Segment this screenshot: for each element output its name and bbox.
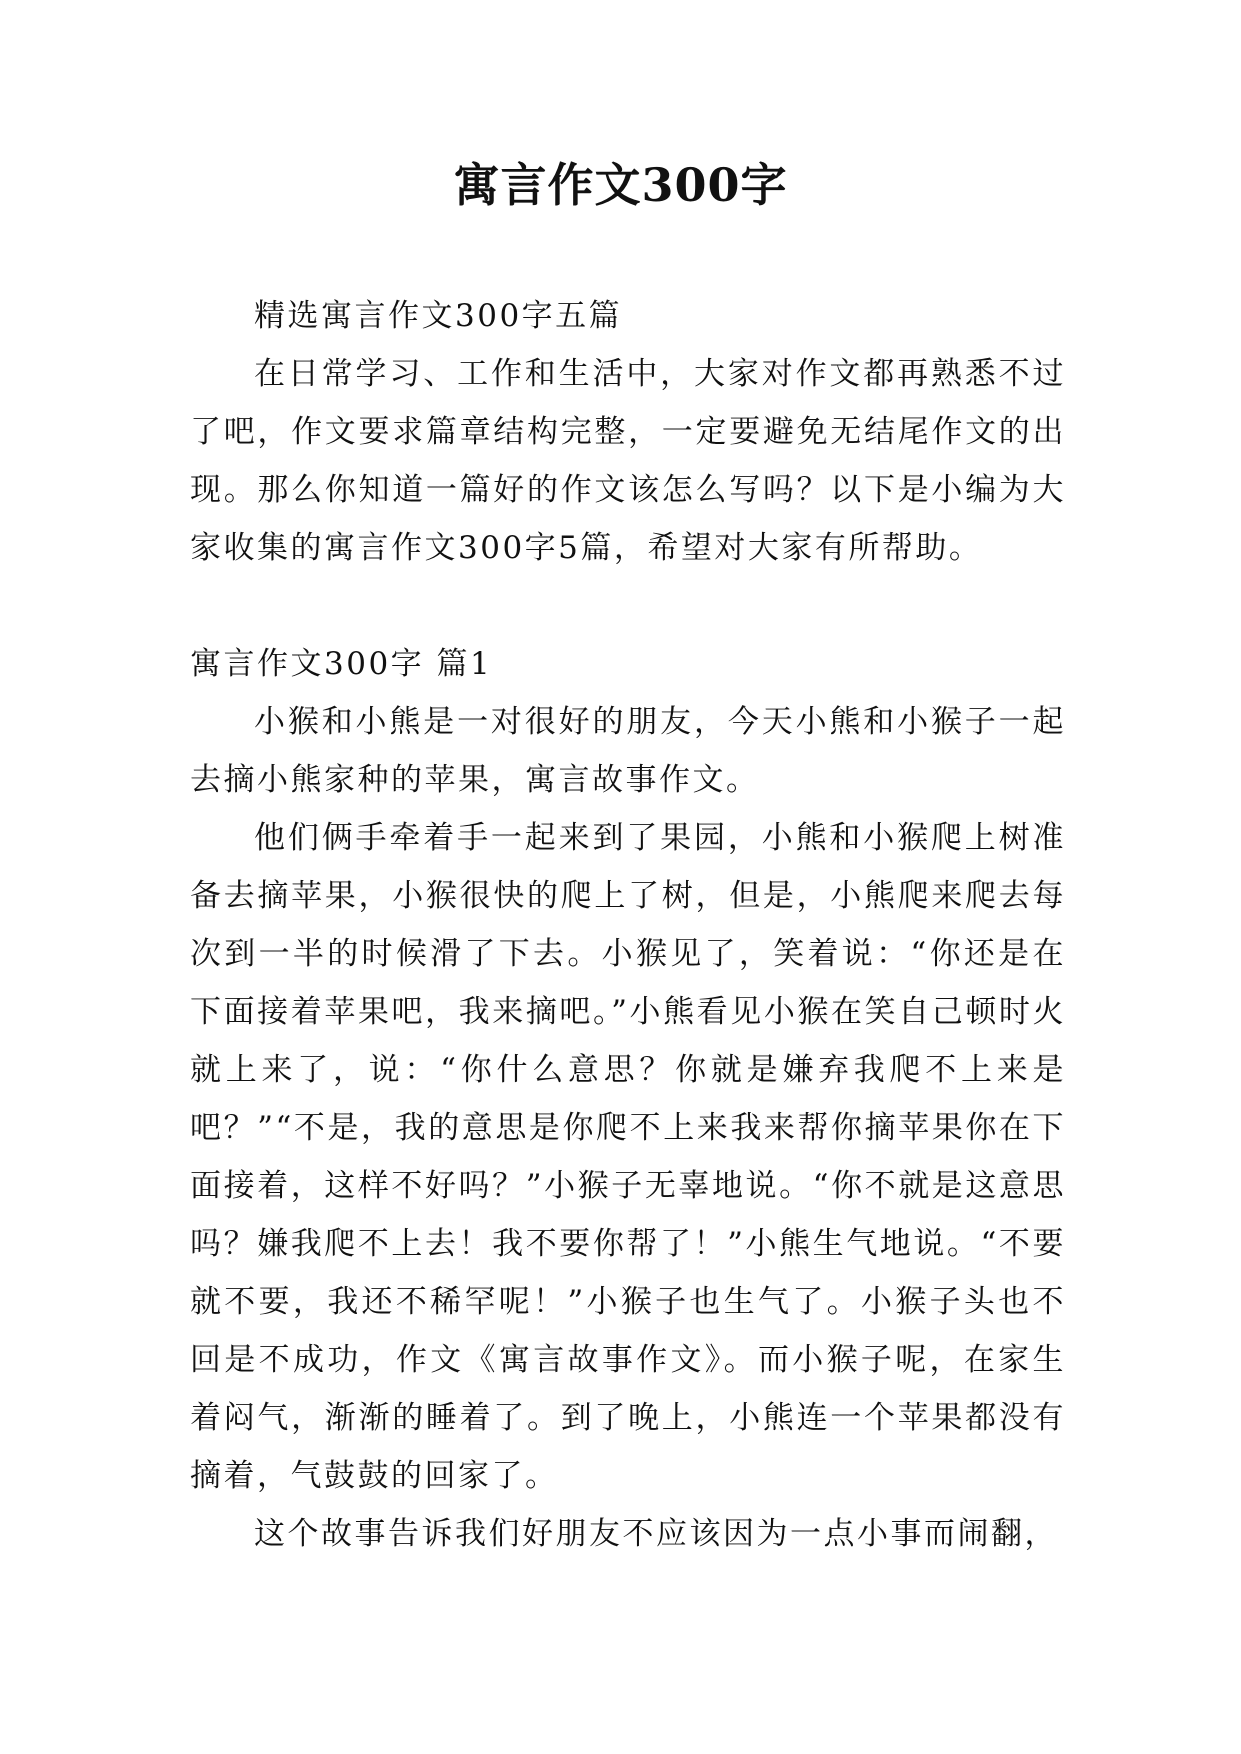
story-paragraph: 这个故事告诉我们好朋友不应该因为一点小事而闹翻，: [254, 1516, 1058, 1552]
document-title: 寓言作文300字: [453, 158, 788, 212]
section-heading: 寓言作文300字 篇1: [190, 646, 493, 682]
intro-paragraph: 在日常学习、工作和生活中，大家对作文都再熟悉不过了吧，作文要求篇章结构完整，一定要避免无结尾作文的出现。那么你知道一篇好的作文该怎么写吗？以下是小编为大家收集的寓言作文300字5篇，希望对大家有所帮助。: [190, 356, 1066, 566]
spacer: [190, 577, 1066, 635]
story-paragraph: 他们俩手牵着手一起来到了果园，小熊和小猴爬上树准备去摘苹果，小猴很快的爬上了树，但是，小熊爬来爬去每次到一半的时候滑了下去。小猴见了，笑着说：“你还是在下面接着苹果吧，我来摘吧。”小熊看见小猴在笑自己顿时火就上来了，说：“你什么意思？你就是嫌弃我爬不上来是吧？”“不是，我的意思是你爬不上来我来帮你摘苹果你在下面接着，这样不好吗？”小猴子无辜地说。“你不就是这意思吗？嫌我爬不上去！我不要你帮了！”小熊生气地说。“不要就不要，我还不稀罕呢！”小猴子也生气了。小猴子头也不回是不成功，作文《寓言故事作文》。而小猴子呢，在家生着闷气，渐渐的睡着了。到了晚上，小熊连一个苹果都没有摘着，气鼓鼓的回家了。: [190, 820, 1066, 1494]
story-paragraph: 小猴和小熊是一对很好的朋友，今天小熊和小猴子一起去摘小熊家种的苹果，寓言故事作文。: [190, 704, 1066, 798]
document-body: [190, 287, 1066, 1563]
document-subtitle: 精选寓言作文300字五篇: [254, 298, 623, 334]
